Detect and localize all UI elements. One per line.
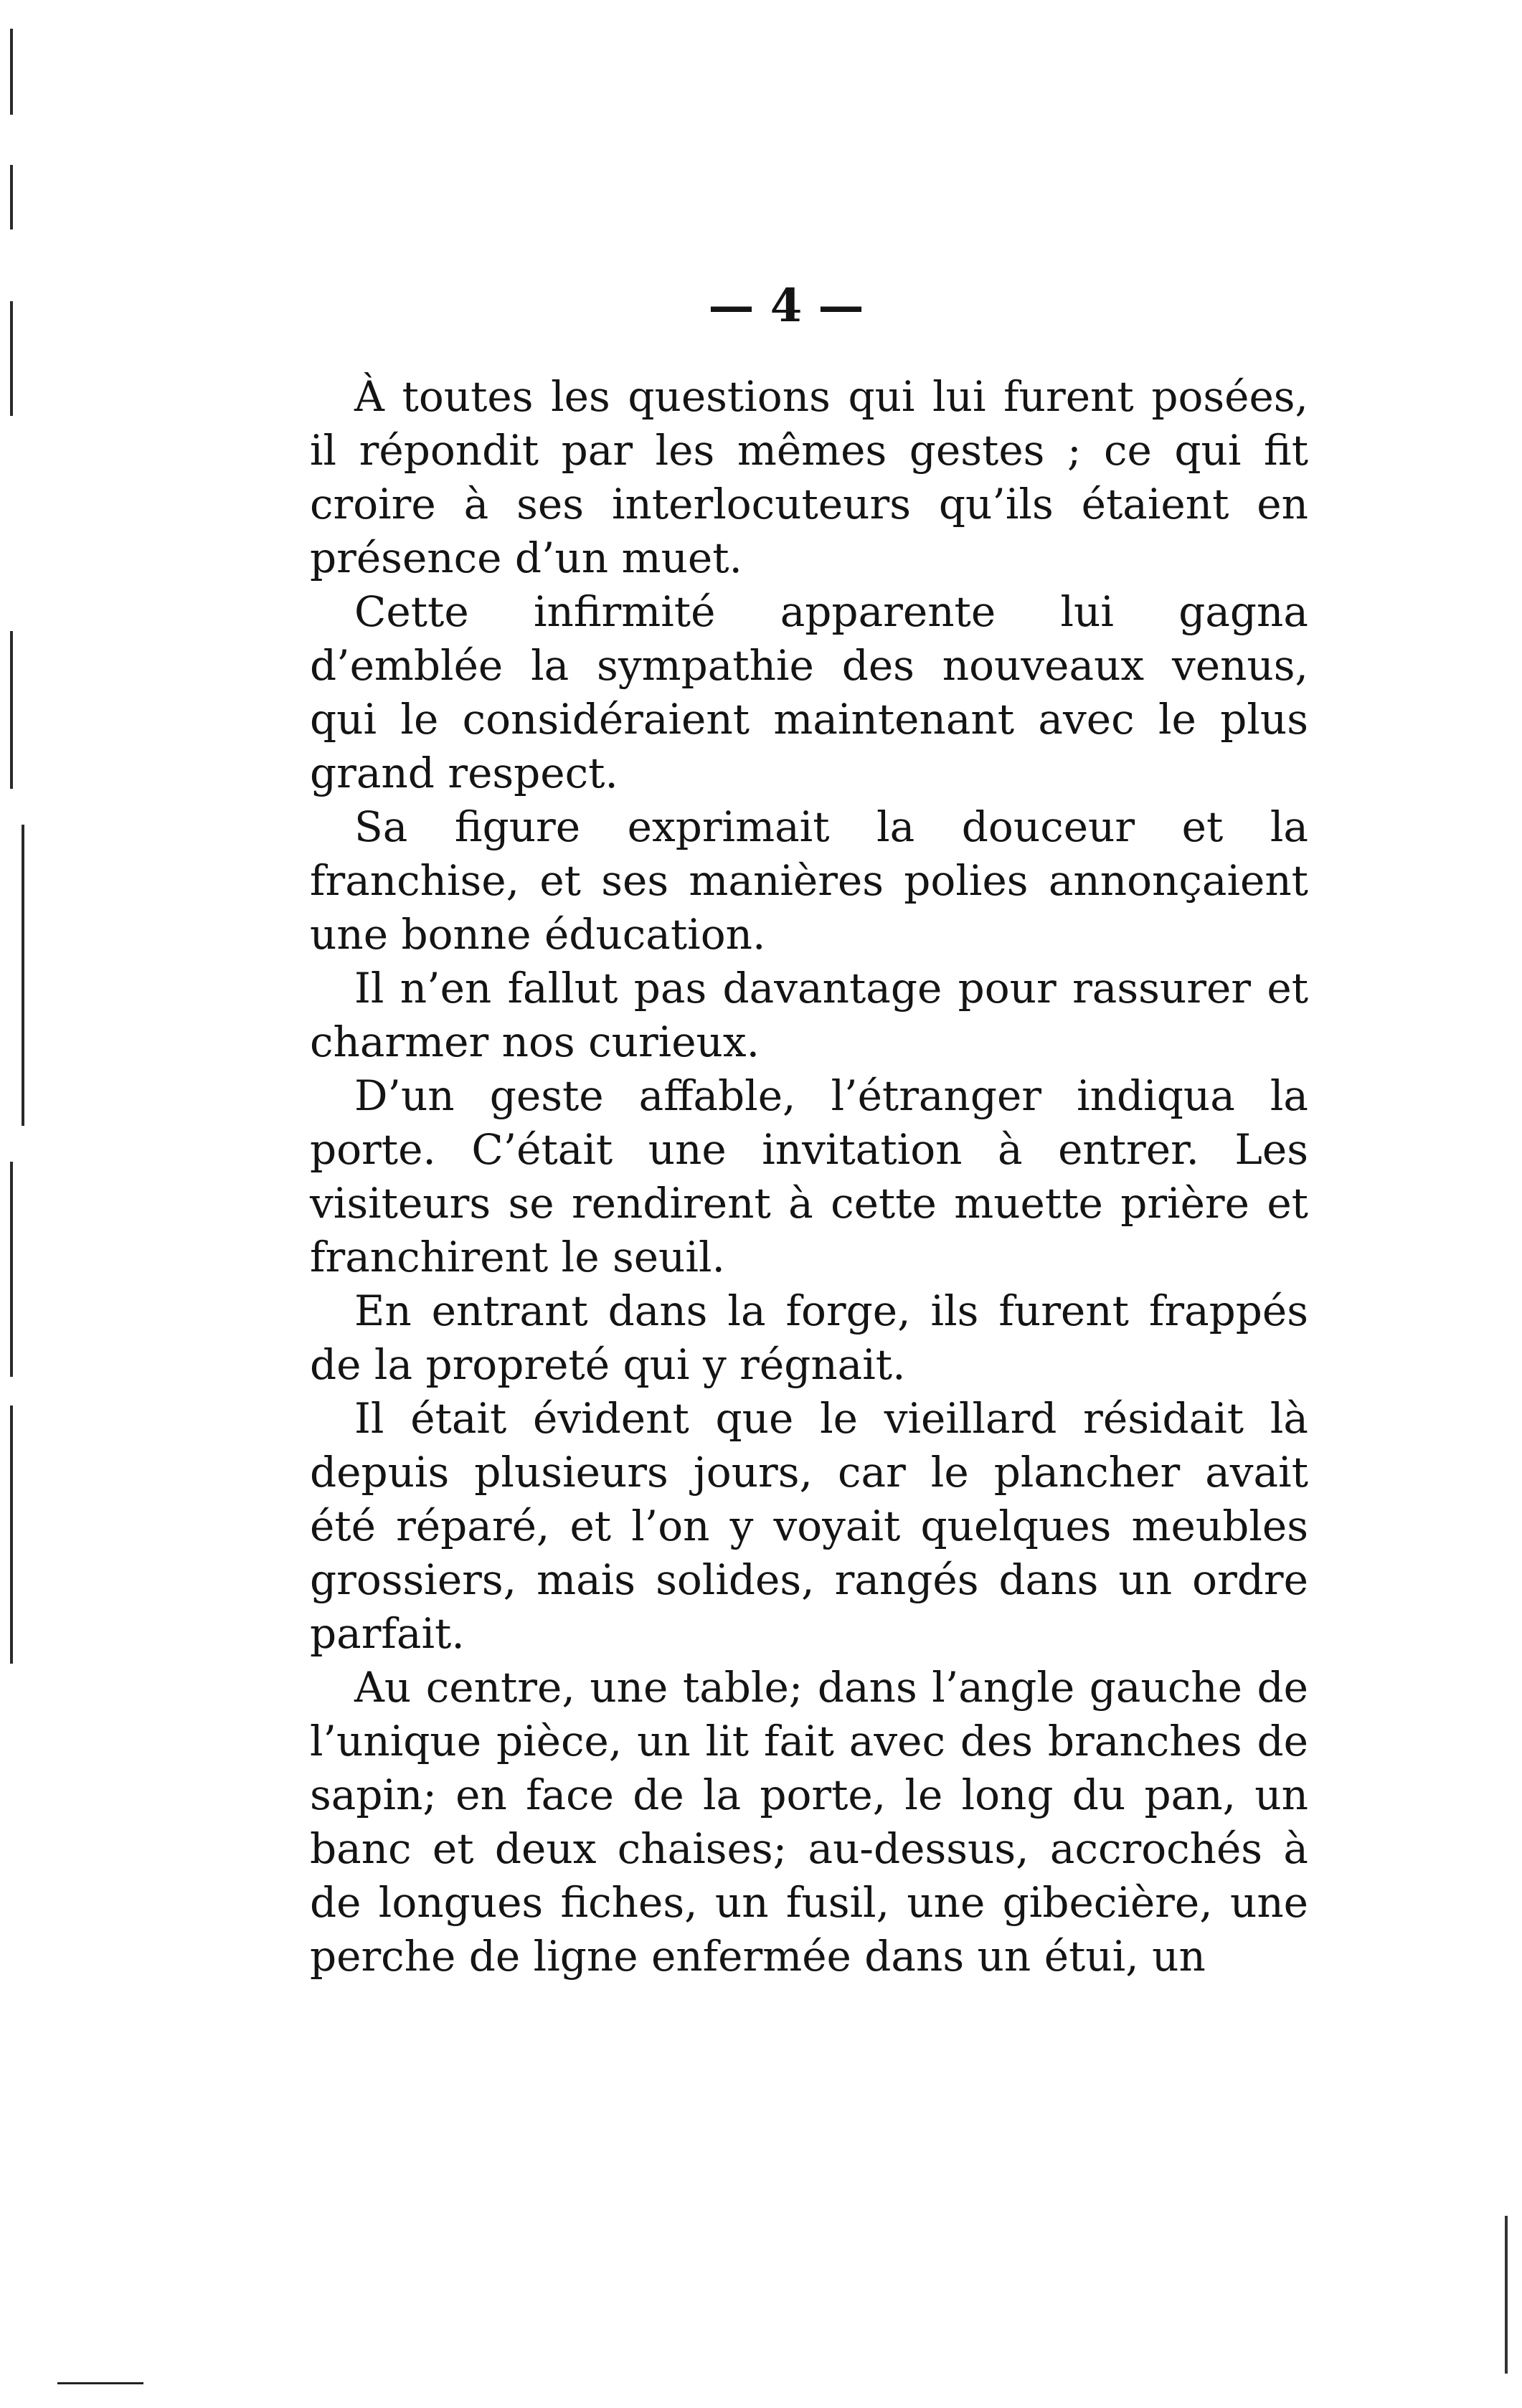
paragraph: En entrant dans la forge, ils furent frappés de la propreté qui y régnait. <box>310 1286 1308 1389</box>
scan-right-mark <box>1505 2216 1508 2374</box>
body-text <box>310 370 1308 1983</box>
paragraph: Cette infirmité apparente lui gagna d’emblée la sympathie des nouveaux venus, qui le considéraient maintenant avec le plus grand respect. <box>310 587 1308 797</box>
scan-bottom-rule <box>57 2382 143 2384</box>
paragraph: Sa figure exprimait la douceur et la franchise, et ses manières polies annonçaient une bonne éducation. <box>310 802 1308 959</box>
paragraph: Il était évident que le vieillard résidait là depuis plusieurs jours, car le plancher avait été réparé, et l’on y voyait quelques meubles grossiers, mais solides, rangés dans un ordre parfait. <box>310 1394 1308 1658</box>
paragraph: D’un geste affable, l’étranger indiqua la porte. C’était une invitation à entrer. Les visiteurs se rendirent à cette muette prière et franchirent le seuil. <box>310 1071 1308 1281</box>
page-number: — 4 — <box>708 279 864 333</box>
paragraph: À toutes les questions qui lui furent posées, il répondit par les mêmes gestes ; ce qui fit croire à ses interlocuteurs qu’ils étaient en présence d’un muet. <box>310 372 1308 582</box>
scan-edge-marks <box>0 0 57 2408</box>
paragraph: Au centre, une table; dans l’angle gauche de l’unique pièce, un lit fait avec des branches de sapin; en face de la porte, le long du pan, un banc et deux chaises; au-dessus, accrochés à de longues fiches, un fusil, une gibecière, une perche de ligne enfermée dans un étui, un <box>310 1663 1308 1981</box>
paragraph: Il n’en fallut pas davantage pour rassurer et charmer nos curieux. <box>310 964 1308 1066</box>
